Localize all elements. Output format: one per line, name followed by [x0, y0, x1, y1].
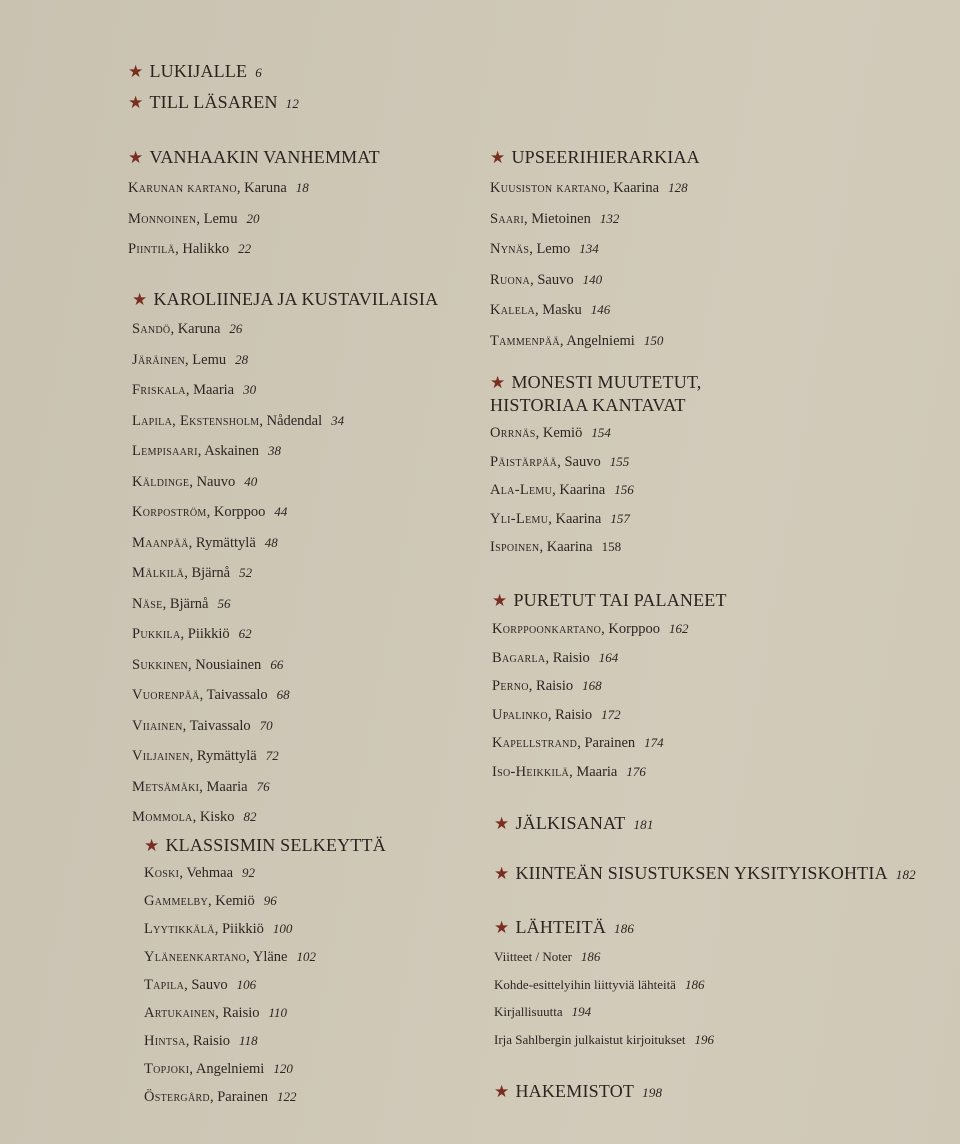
toc-list-item: Upalinko, Raisio 172: [492, 706, 621, 723]
toc-list-item: Nynäs, Lemo 134: [490, 241, 599, 257]
toc-list-item: Piintilä, Halikko 22: [128, 241, 252, 257]
toc-list-item: Gammelby, Kemiö 96: [144, 893, 277, 909]
section-list: [492, 615, 727, 786]
toc-list-item: Vuorenpää, Taivassalo 68: [132, 687, 290, 703]
star-icon: ★: [494, 864, 510, 883]
section-heading: ★ HAKEMISTOT 198: [494, 1081, 663, 1101]
toc-list-item: Kirjallisuutta 194: [494, 1004, 592, 1019]
toc-list-item: Mälkilä, Bjärnå 52: [132, 565, 253, 581]
toc-section-lahteita: [494, 916, 714, 1053]
toc-list-item: Ispoinen, Kaarina 158: [490, 539, 622, 555]
toc-list-item: Yläneenkartano, Yläne 102: [144, 949, 316, 965]
toc-list-item: Viitteet / Noter 186: [494, 949, 601, 964]
section-heading: ★ UPSEERIHIERARKIAA: [490, 147, 700, 167]
star-icon: ★: [128, 62, 144, 81]
section-list: [144, 859, 386, 1111]
star-icon: ★: [128, 93, 144, 112]
toc-list-item: Karunan kartano, Karuna 18: [128, 180, 309, 196]
star-icon: ★: [144, 836, 160, 855]
toc-top-entry-till-lasaren: ★ TILL LÄSAREN 12: [128, 92, 300, 112]
toc-list-item: Sukkinen, Nousiainen 66: [132, 656, 284, 673]
toc-list-item: Viljainen, Rymättylä 72: [132, 748, 279, 764]
toc-list-item: Järäinen, Lemu 28: [132, 351, 249, 368]
toc-list-item: Saari, Mietoinen 132: [490, 210, 620, 227]
toc-list-item: Hintsa, Raisio 118: [144, 1033, 258, 1049]
star-icon: ★: [494, 1082, 510, 1101]
toc-list-item: Bagarla, Raisio 164: [492, 649, 619, 666]
toc-section-kiintean-sisustuksen: [494, 862, 916, 886]
star-icon: ★: [132, 290, 148, 309]
toc-list-item: Lyytikkälä, Piikkiö 100: [144, 921, 293, 937]
star-icon: ★: [128, 148, 144, 167]
toc-list-item: Kuusiston kartano, Kaarina 128: [490, 180, 688, 196]
star-icon: ★: [490, 148, 506, 167]
toc-list-item: Näse, Bjärnå 56: [132, 595, 231, 612]
toc-list-item: Kapellstrand, Parainen 174: [492, 735, 664, 751]
toc-section-hakemistot: [494, 1080, 662, 1104]
toc-list-item: Mommola, Kisko 82: [132, 809, 257, 825]
toc-list-item: Käldinge, Nauvo 40: [132, 473, 258, 490]
toc-list-item: Sandö, Karuna 26: [132, 321, 243, 337]
toc-list-item: Korpoström, Korppoo 44: [132, 504, 288, 520]
toc-list-item: Lempisaari, Askainen 38: [132, 443, 281, 459]
toc-list-item: Päistärpää, Sauvo 155: [490, 453, 630, 470]
toc-list-item: Yli-Lemu, Kaarina 157: [490, 510, 630, 527]
section-list: [490, 419, 702, 562]
toc-list-item: Kohde-esittelyihin liittyviä lähteitä 186: [494, 976, 705, 992]
toc-list-item: Ruona, Sauvo 140: [490, 271, 603, 288]
section-heading: ★ JÄLKISANAT 181: [494, 813, 654, 833]
toc-list-item: Östergård, Parainen 122: [144, 1089, 297, 1105]
section-list: [490, 173, 700, 356]
toc-list-item: Kalela, Masku 146: [490, 302, 611, 318]
toc-section-upseerihierarkiaa: [490, 146, 700, 356]
toc-list-item: Koski, Vehmaa 92: [144, 865, 256, 881]
toc-list-item: Lapila, Ekstensholm, Nådendal 34: [132, 412, 345, 429]
toc-list-item: Ala-Lemu, Kaarina 156: [490, 482, 634, 498]
toc-list-item: Maanpää, Rymättylä 48: [132, 534, 278, 551]
toc-top-entry-lukijalle: ★ LUKIJALLE 6: [128, 61, 262, 81]
toc-list-item: Tapila, Sauvo 106: [144, 977, 257, 993]
toc-section-puretut: [492, 589, 727, 786]
toc-list-item: Metsämäki, Maaria 76: [132, 778, 270, 795]
star-icon: ★: [492, 591, 508, 610]
star-icon: ★: [494, 918, 510, 937]
section-heading: ★ VANHAAKIN VANHEMMAT: [128, 147, 380, 167]
section-list: [494, 943, 714, 1053]
section-heading: ★ KAROLIINEJA JA KUSTAVILAISIA: [132, 289, 439, 309]
toc-section-karoliineja: [132, 288, 438, 833]
toc-list-item: Tammenpää, Angelniemi 150: [490, 332, 664, 349]
toc-section-klassismin: [144, 834, 386, 1111]
toc-list-item: Pukkila, Piikkiö 62: [132, 626, 252, 642]
section-heading: ★ KLASSISMIN SELKEYTTÄ: [144, 835, 386, 855]
toc-list-item: Korppoonkartano, Korppoo 162: [492, 621, 689, 637]
toc-list-item: Iso-Heikkilä, Maaria 176: [492, 763, 646, 780]
section-heading: ★ PURETUT TAI PALANEET: [492, 590, 727, 610]
toc-section-monesti-muutetut: [490, 371, 702, 562]
section-heading: ★ LÄHTEITÄ 186: [494, 917, 635, 937]
toc-list-item: Artukainen, Raisio 110: [144, 1005, 288, 1021]
star-icon: ★: [490, 373, 506, 392]
toc-list-item: Orrnäs, Kemiö 154: [490, 425, 611, 441]
toc-list-item: Irja Sahlbergin julkaistut kirjoitukset 196: [494, 1031, 714, 1047]
toc-section-jalkisanat: [494, 812, 654, 836]
toc-list-item: Friskala, Maaria 30: [132, 382, 257, 398]
section-list: [132, 314, 438, 833]
toc-section-vanhaakin: [128, 146, 380, 265]
toc-list-item: Monnoinen, Lemu 20: [128, 210, 260, 227]
toc-list-item: Viiainen, Taivassalo 70: [132, 717, 273, 734]
star-icon: ★: [494, 814, 510, 833]
section-list: [128, 173, 380, 265]
toc-list-item: Topjoki, Angelniemi 120: [144, 1061, 293, 1077]
toc-list-item: Perno, Raisio 168: [492, 678, 602, 694]
section-heading: ★ KIINTEÄN SISUSTUKSEN YKSITYISKOHTIA 182: [494, 863, 916, 883]
section-heading: ★ MONESTI MUUTETUT, HISTORIAA KANTAVAT: [490, 372, 702, 415]
